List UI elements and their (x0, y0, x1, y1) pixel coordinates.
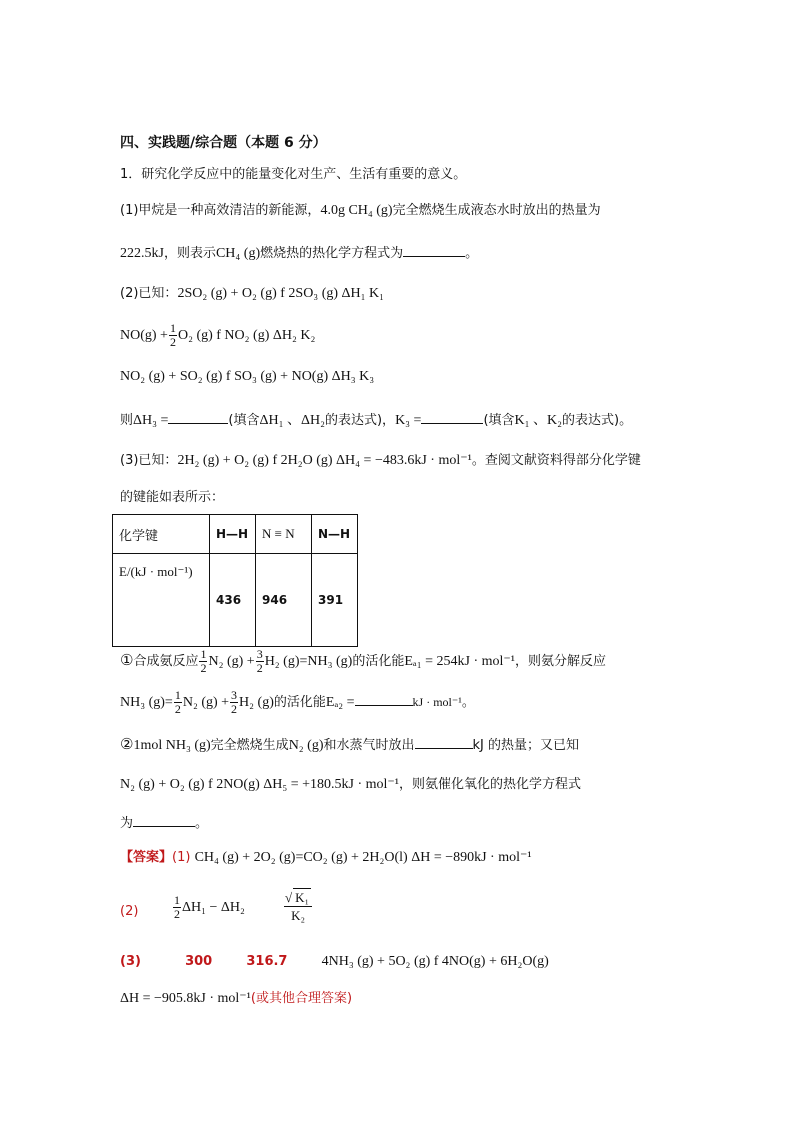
sub2-mark: ② (120, 735, 134, 753)
sub2-eq: N₂ (g) + O₂ (g) f 2NO(g) ΔH₅ = +180.5kJ · mol⁻¹ (120, 777, 399, 792)
table-cell: 391 (312, 554, 358, 647)
part2-q-a: 则 (120, 413, 134, 428)
bond-energy-table (112, 514, 358, 647)
part2-eq2-right: O₂ (g) f NO₂ (g) ΔH₂ K₂ (177, 328, 316, 343)
fraction-denominator: 2 (200, 661, 207, 675)
sub2-line3 (120, 812, 208, 834)
table-header-cell: H—H (210, 515, 256, 554)
k3-answer-blank (421, 409, 483, 424)
part2-q-c: 的表达式)， (324, 413, 396, 428)
part2-eq3 (120, 367, 374, 387)
sub2-nh3: 1mol NH₃ (g) (133, 738, 211, 753)
part2-eq2-left: NO(g) + (120, 328, 168, 343)
fraction (256, 648, 264, 675)
sub2-end: 。 (195, 816, 209, 831)
sub1-line1 (120, 645, 606, 677)
sub1-l2-h2: H₂ (g) (239, 695, 274, 710)
part1-math: 4.0g CH₄ (g) (320, 203, 393, 218)
answer-line1 (120, 848, 532, 868)
sub1-mark: ① (120, 651, 134, 669)
answer3-note: (或其他合理答案) (250, 991, 353, 1006)
part2-label: (2) (120, 286, 139, 301)
equation-answer-blank (133, 812, 195, 827)
table-header-row (113, 515, 358, 554)
table-header-cell: N ≡ N (256, 515, 312, 554)
answer1-label: (1) (172, 850, 191, 865)
fraction-numerator: √ K₁ (284, 888, 312, 907)
part1-text-c: ，则表示 (163, 246, 216, 261)
part1-label: (1) (120, 203, 139, 218)
part2-line1 (120, 284, 384, 304)
part3-known: 已知： (138, 453, 178, 468)
answer3-dh: ΔH = −905.8kJ · mol⁻¹ (120, 991, 251, 1006)
part1-text-a: 甲烷是一种高效清洁的新能源， (138, 203, 321, 218)
answer2-label: (2) (120, 904, 139, 919)
question-intro: 1．研究化学反应中的能量变化对生产、生活有重要的意义。 (120, 167, 467, 182)
table-cell: 436 (210, 554, 256, 647)
table-row (113, 554, 358, 647)
fraction (173, 894, 181, 921)
section-title: 四、实践题/综合题（本题 6 分） (120, 135, 327, 151)
part3-line2: 的键能如表所示： (120, 490, 225, 505)
fraction-denominator: 2 (256, 661, 263, 675)
part1-line1 (120, 201, 601, 221)
part2-eq1: 2SO₂ (g) + O₂ (g) f 2SO₃ (g) ΔH₁ K₁ (177, 286, 384, 301)
part1-line2 (120, 242, 478, 264)
sub1-l2-text: 的活化能 (273, 695, 326, 710)
part2-q-b: (填含 (228, 413, 260, 428)
sub2-line1 (120, 734, 579, 756)
answer2-expr: ΔH₁ − ΔH₂ (182, 900, 245, 915)
answer-line4 (120, 989, 352, 1009)
dh3-answer-blank (168, 409, 228, 424)
sub1-h2: H₂ (g)=NH₃ (g) (264, 654, 353, 669)
fraction-denominator: 2 (231, 702, 238, 716)
heat-answer-blank (415, 734, 473, 749)
part1-end: 。 (465, 246, 479, 261)
answer3-value1: 300 (185, 954, 213, 969)
part2-question (120, 409, 632, 431)
part1-heat: 222.5kJ (120, 246, 164, 261)
sub1-n2: N₂ (g) + (208, 654, 255, 669)
sub1-ea1: Eₐ₁ = 254kJ · mol⁻¹ (404, 654, 515, 669)
sub1-end: 。 (461, 695, 475, 710)
fraction-denominator: 2 (174, 702, 181, 716)
part3-line1 (120, 451, 641, 471)
answer1-equation: CH₄ (g) + 2O₂ (g)=CO₂ (g) + 2H₂O(l) ΔH = −890kJ · mol⁻¹ (194, 850, 532, 865)
part1-answer-blank (403, 242, 465, 257)
answer3-value2: 316.7 (246, 954, 288, 969)
part3-tail: 。查阅文献资料得部分化学键 (471, 453, 641, 468)
ea2-answer-blank (355, 691, 413, 706)
part2-eq3-text: NO₂ (g) + SO₂ (g) f SO₃ (g) + NO(g) ΔH₃ K₃ (120, 369, 375, 384)
sub1-unit: kJ · mol⁻¹ (412, 695, 462, 709)
fraction (174, 689, 182, 716)
sub1-line2 (120, 687, 475, 718)
fraction-numerator: 1 (200, 647, 207, 661)
sub2-n2: N₂ (g) (288, 738, 324, 753)
fraction-numerator: 1 (174, 893, 180, 907)
sub2-text-c: kJ 的热量；又已知 (472, 738, 580, 753)
fraction-denominator: K₂ (291, 908, 305, 923)
sub2-text-b: 和水蒸气时放出 (323, 738, 415, 753)
fraction-numerator: 1 (174, 688, 181, 702)
part3-label: (3) (120, 453, 139, 468)
sub1-text-c: ，则氨分解反应 (514, 654, 606, 669)
answer3-equation: 4NH₃ (g) + 5O₂ (g) f 4NO(g) + 6H₂O(g) (321, 954, 549, 969)
part3-eq: 2H₂ (g) + O₂ (g) f 2H₂O (g) ΔH₄ = −483.6kJ · mol⁻¹ (177, 453, 472, 468)
sqrt-radicand: K₁ (295, 890, 310, 905)
part2-dh3: ΔH₃ = (133, 413, 169, 428)
fraction (169, 322, 177, 349)
part2-eq2 (120, 321, 315, 351)
table-header-cell: N—H (312, 515, 358, 554)
fraction (230, 689, 238, 716)
sub1-ea2: Eₐ₂ = (325, 695, 355, 710)
part1-text-d: 燃烧热的热化学方程式为 (260, 246, 404, 261)
part2-k3: K₃ = (395, 413, 422, 428)
sub1-nh3: NH₃ (g)= (120, 695, 173, 710)
answer-tag: 【答案】 (120, 850, 173, 865)
table-header-cell: 化学键 (113, 515, 210, 554)
fraction-denominator: 2 (174, 907, 180, 921)
sub1-text-b: 的活化能 (352, 654, 405, 669)
fraction-denominator: 2 (169, 335, 176, 349)
sub2-text-e: 为 (120, 816, 134, 831)
part2-k: K₁ 、K₂ (514, 413, 563, 428)
answer3-label: (3) (120, 954, 141, 969)
part1-ch4: CH₄ (g) (215, 246, 261, 261)
part2-dh: ΔH₁ 、ΔH₂ (259, 413, 325, 428)
sub2-text-d: ，则氨催化氧化的热化学方程式 (399, 777, 582, 792)
part1-text-b: 完全燃烧生成液态水时放出的热量为 (392, 203, 601, 218)
part2-q-e: 的表达式)。 (562, 413, 633, 428)
table-row-label: E/(kJ · mol⁻¹) (113, 554, 210, 647)
answer2-dh-expr (172, 894, 245, 921)
answer2-k-fraction (284, 888, 312, 924)
answer-line3 (120, 952, 549, 972)
sub2-text-a: 完全燃烧生成 (210, 738, 289, 753)
sub1-l2-n2: N₂ (g) + (182, 695, 230, 710)
part2-known: 已知： (138, 286, 178, 301)
fraction (199, 648, 207, 675)
fraction-numerator: 3 (231, 688, 238, 702)
sub2-line2 (120, 775, 581, 795)
fraction-numerator: 1 (169, 321, 176, 335)
part2-q-d: (填含 (483, 413, 515, 428)
fraction-numerator: 3 (256, 647, 263, 661)
table-cell: 946 (256, 554, 312, 647)
sub1-text-a: 合成氨反应 (133, 654, 199, 669)
